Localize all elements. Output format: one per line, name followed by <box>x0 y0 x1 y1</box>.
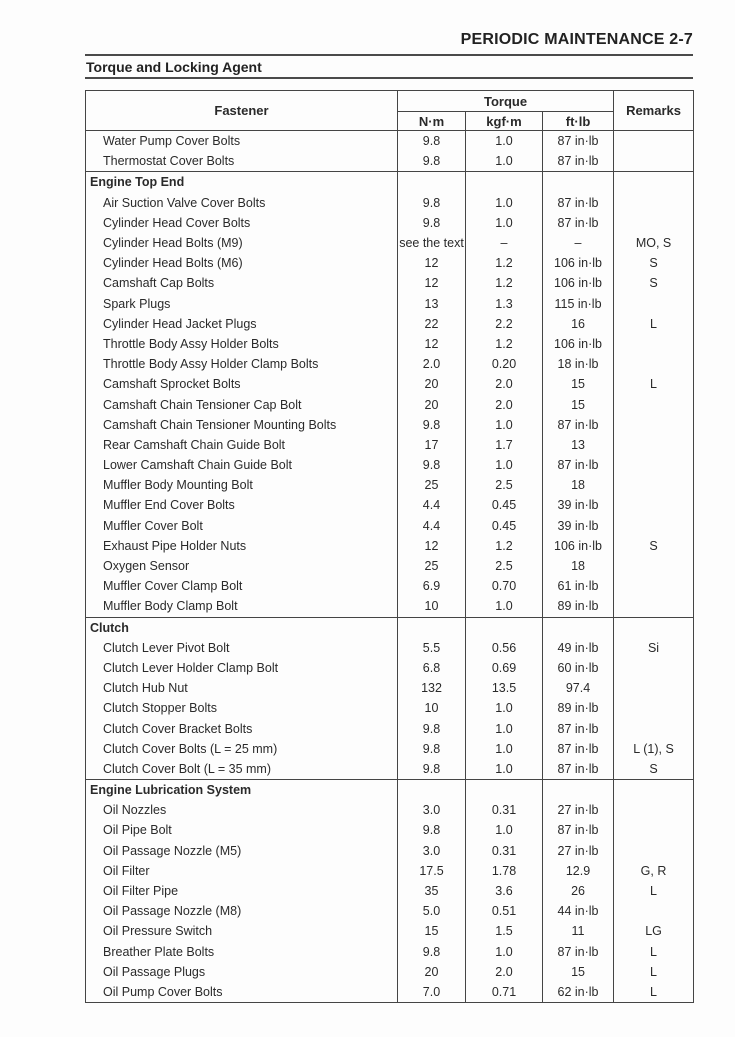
remarks-cell <box>614 556 694 576</box>
table-row <box>86 394 694 414</box>
remarks-cell <box>614 334 694 354</box>
ftlb-cell: 87 in·lb <box>543 739 614 759</box>
ftlb-cell: 87 in·lb <box>543 213 614 233</box>
fastener-cell: Clutch Hub Nut <box>86 678 398 698</box>
nm-cell: 35 <box>398 881 466 901</box>
kgfm-cell: 0.20 <box>466 354 543 374</box>
nm-cell: 9.8 <box>398 415 466 435</box>
fastener-cell: Oil Nozzles <box>86 800 398 820</box>
remarks-cell: S <box>614 536 694 556</box>
kgfm-cell: 1.5 <box>466 921 543 941</box>
table-row <box>86 861 694 881</box>
fastener-cell: Throttle Body Assy Holder Clamp Bolts <box>86 354 398 374</box>
section-row <box>86 617 694 638</box>
kgfm-cell: 13.5 <box>466 678 543 698</box>
table-row <box>86 881 694 901</box>
fastener-cell: Camshaft Chain Tensioner Cap Bolt <box>86 394 398 414</box>
table-row <box>86 759 694 780</box>
remarks-cell: MO, S <box>614 233 694 253</box>
nm-cell: 10 <box>398 698 466 718</box>
nm-cell: 25 <box>398 475 466 495</box>
ftlb-cell: 97.4 <box>543 678 614 698</box>
kgfm-cell <box>466 780 543 801</box>
fastener-cell: Oil Passage Nozzle (M5) <box>86 841 398 861</box>
nm-cell: 3.0 <box>398 841 466 861</box>
table-row <box>86 596 694 617</box>
nm-cell: 9.8 <box>398 718 466 738</box>
nm-cell: 13 <box>398 294 466 314</box>
nm-cell: 9.8 <box>398 151 466 172</box>
table-row <box>86 273 694 293</box>
remarks-cell <box>614 698 694 718</box>
fastener-cell: Engine Top End <box>86 172 398 193</box>
ftlb-cell: 44 in·lb <box>543 901 614 921</box>
fastener-cell: Muffler Body Clamp Bolt <box>86 596 398 617</box>
section-title: Torque and Locking Agent <box>86 59 262 75</box>
table-row <box>86 800 694 820</box>
kgfm-cell: 0.69 <box>466 658 543 678</box>
fastener-cell: Oil Pipe Bolt <box>86 820 398 840</box>
kgfm-cell: 0.31 <box>466 841 543 861</box>
fastener-cell: Cylinder Head Cover Bolts <box>86 213 398 233</box>
table-row <box>86 658 694 678</box>
table-row <box>86 314 694 334</box>
ftlb-cell: 15 <box>543 962 614 982</box>
nm-cell: 9.8 <box>398 213 466 233</box>
ftlb-cell: 26 <box>543 881 614 901</box>
nm-cell <box>398 780 466 801</box>
kgfm-unit-header: kgf·m <box>466 112 543 131</box>
table-header-row-1 <box>86 91 694 112</box>
fastener-cell: Oil Filter <box>86 861 398 881</box>
kgfm-cell: 1.0 <box>466 415 543 435</box>
kgfm-cell: 2.0 <box>466 374 543 394</box>
remarks-cell <box>614 516 694 536</box>
remarks-cell: G, R <box>614 861 694 881</box>
remarks-cell <box>614 415 694 435</box>
kgfm-cell: 1.0 <box>466 759 543 780</box>
remarks-cell <box>614 151 694 172</box>
kgfm-cell: 0.31 <box>466 800 543 820</box>
fastener-cell: Breather Plate Bolts <box>86 942 398 962</box>
nm-cell: see the text <box>398 233 466 253</box>
kgfm-cell: 1.78 <box>466 861 543 881</box>
kgfm-cell: 3.6 <box>466 881 543 901</box>
remarks-cell: S <box>614 759 694 780</box>
fastener-cell: Camshaft Cap Bolts <box>86 273 398 293</box>
table-row <box>86 354 694 374</box>
remarks-cell: L <box>614 314 694 334</box>
table-row <box>86 962 694 982</box>
kgfm-cell: 1.2 <box>466 273 543 293</box>
section-title-rule <box>85 77 693 79</box>
kgfm-cell: 1.2 <box>466 334 543 354</box>
table-row <box>86 151 694 172</box>
ftlb-cell: 89 in·lb <box>543 698 614 718</box>
fastener-cell: Oil Pump Cover Bolts <box>86 982 398 1003</box>
kgfm-cell: 1.0 <box>466 193 543 213</box>
fastener-cell: Cylinder Head Jacket Plugs <box>86 314 398 334</box>
nm-cell <box>398 617 466 638</box>
kgfm-cell: – <box>466 233 543 253</box>
nm-cell: 9.8 <box>398 455 466 475</box>
ftlb-cell: 13 <box>543 435 614 455</box>
fastener-cell: Muffler Cover Bolt <box>86 516 398 536</box>
fastener-cell: Camshaft Chain Tensioner Mounting Bolts <box>86 415 398 435</box>
ftlb-cell: 89 in·lb <box>543 596 614 617</box>
table-row <box>86 841 694 861</box>
nm-cell: 5.0 <box>398 901 466 921</box>
fastener-cell: Muffler Cover Clamp Bolt <box>86 576 398 596</box>
remarks-cell <box>614 901 694 921</box>
ftlb-cell: 87 in·lb <box>543 718 614 738</box>
table-row <box>86 253 694 273</box>
ftlb-cell: 39 in·lb <box>543 516 614 536</box>
ftlb-cell: 87 in·lb <box>543 942 614 962</box>
nm-cell: 4.4 <box>398 516 466 536</box>
table-row <box>86 495 694 515</box>
remarks-cell <box>614 718 694 738</box>
nm-cell: 20 <box>398 394 466 414</box>
fastener-cell: Throttle Body Assy Holder Bolts <box>86 334 398 354</box>
nm-cell: 25 <box>398 556 466 576</box>
fastener-cell: Cylinder Head Bolts (M9) <box>86 233 398 253</box>
remarks-cell: L <box>614 881 694 901</box>
nm-cell: 17.5 <box>398 861 466 881</box>
kgfm-cell: 1.0 <box>466 596 543 617</box>
torque-table-container <box>85 90 694 1003</box>
table-row <box>86 739 694 759</box>
remarks-cell: S <box>614 253 694 273</box>
fastener-cell: Clutch Lever Holder Clamp Bolt <box>86 658 398 678</box>
remarks-cell: Si <box>614 638 694 658</box>
ftlb-cell: 106 in·lb <box>543 536 614 556</box>
table-row <box>86 536 694 556</box>
ftlb-cell: 62 in·lb <box>543 982 614 1003</box>
kgfm-cell: 1.0 <box>466 455 543 475</box>
kgfm-cell: 1.2 <box>466 253 543 273</box>
remarks-cell <box>614 617 694 638</box>
remarks-cell <box>614 820 694 840</box>
fastener-cell: Clutch <box>86 617 398 638</box>
table-row <box>86 415 694 435</box>
kgfm-cell: 0.56 <box>466 638 543 658</box>
ftlb-cell: 18 <box>543 556 614 576</box>
nm-cell: 15 <box>398 921 466 941</box>
kgfm-cell: 0.71 <box>466 982 543 1003</box>
remarks-cell: LG <box>614 921 694 941</box>
fastener-cell: Oxygen Sensor <box>86 556 398 576</box>
fastener-cell: Engine Lubrication System <box>86 780 398 801</box>
nm-cell: 12 <box>398 273 466 293</box>
nm-cell: 9.8 <box>398 131 466 152</box>
table-row <box>86 374 694 394</box>
fastener-cell: Cylinder Head Bolts (M6) <box>86 253 398 273</box>
ftlb-cell: 87 in·lb <box>543 455 614 475</box>
nm-cell: 6.8 <box>398 658 466 678</box>
remarks-cell: L (1), S <box>614 739 694 759</box>
table-row <box>86 435 694 455</box>
table-row <box>86 213 694 233</box>
nm-cell: 12 <box>398 536 466 556</box>
table-row <box>86 942 694 962</box>
fastener-cell: Muffler Body Mounting Bolt <box>86 475 398 495</box>
ftlb-cell: 18 <box>543 475 614 495</box>
remarks-column-header: Remarks <box>614 91 694 131</box>
page-header-title: PERIODIC MAINTENANCE 2-7 <box>460 31 693 48</box>
nm-cell: 10 <box>398 596 466 617</box>
kgfm-cell: 1.0 <box>466 739 543 759</box>
kgfm-cell <box>466 617 543 638</box>
kgfm-cell: 2.2 <box>466 314 543 334</box>
kgfm-cell: 2.5 <box>466 475 543 495</box>
remarks-cell <box>614 576 694 596</box>
kgfm-cell: 2.5 <box>466 556 543 576</box>
torque-table <box>85 90 694 1003</box>
fastener-cell: Clutch Lever Pivot Bolt <box>86 638 398 658</box>
table-row <box>86 294 694 314</box>
nm-cell: 9.8 <box>398 193 466 213</box>
remarks-cell <box>614 294 694 314</box>
table-row <box>86 516 694 536</box>
ftlb-cell: 106 in·lb <box>543 253 614 273</box>
ftlb-unit-header: ft·lb <box>543 112 614 131</box>
kgfm-cell: 0.51 <box>466 901 543 921</box>
nm-cell: 2.0 <box>398 354 466 374</box>
remarks-cell: L <box>614 982 694 1003</box>
fastener-cell: Rear Camshaft Chain Guide Bolt <box>86 435 398 455</box>
ftlb-cell: – <box>543 233 614 253</box>
ftlb-cell: 87 in·lb <box>543 131 614 152</box>
fastener-cell: Exhaust Pipe Holder Nuts <box>86 536 398 556</box>
ftlb-cell: 49 in·lb <box>543 638 614 658</box>
ftlb-cell: 16 <box>543 314 614 334</box>
nm-cell: 22 <box>398 314 466 334</box>
kgfm-cell: 1.3 <box>466 294 543 314</box>
remarks-cell <box>614 172 694 193</box>
nm-cell: 4.4 <box>398 495 466 515</box>
header-rule <box>85 54 693 56</box>
ftlb-cell: 15 <box>543 374 614 394</box>
ftlb-cell: 12.9 <box>543 861 614 881</box>
remarks-cell: L <box>614 374 694 394</box>
table-row <box>86 193 694 213</box>
nm-cell: 132 <box>398 678 466 698</box>
ftlb-cell: 87 in·lb <box>543 193 614 213</box>
ftlb-cell: 87 in·lb <box>543 820 614 840</box>
fastener-column-header: Fastener <box>86 91 398 131</box>
ftlb-cell: 27 in·lb <box>543 841 614 861</box>
remarks-cell <box>614 780 694 801</box>
table-row <box>86 334 694 354</box>
kgfm-cell: 1.0 <box>466 718 543 738</box>
nm-cell: 5.5 <box>398 638 466 658</box>
fastener-cell: Oil Filter Pipe <box>86 881 398 901</box>
kgfm-cell: 0.45 <box>466 516 543 536</box>
remarks-cell: S <box>614 273 694 293</box>
kgfm-cell: 1.0 <box>466 151 543 172</box>
section-row <box>86 172 694 193</box>
fastener-cell: Clutch Cover Bracket Bolts <box>86 718 398 738</box>
ftlb-cell: 87 in·lb <box>543 151 614 172</box>
nm-cell: 3.0 <box>398 800 466 820</box>
fastener-cell: Oil Passage Plugs <box>86 962 398 982</box>
fastener-cell: Air Suction Valve Cover Bolts <box>86 193 398 213</box>
torque-group-header: Torque <box>398 91 614 112</box>
nm-cell: 12 <box>398 253 466 273</box>
fastener-cell: Spark Plugs <box>86 294 398 314</box>
ftlb-cell: 15 <box>543 394 614 414</box>
table-row <box>86 820 694 840</box>
kgfm-cell: 1.0 <box>466 131 543 152</box>
nm-unit-header: N·m <box>398 112 466 131</box>
remarks-cell <box>614 841 694 861</box>
kgfm-cell: 0.45 <box>466 495 543 515</box>
ftlb-cell <box>543 780 614 801</box>
kgfm-cell: 1.2 <box>466 536 543 556</box>
table-row <box>86 638 694 658</box>
ftlb-cell: 60 in·lb <box>543 658 614 678</box>
remarks-cell <box>614 394 694 414</box>
nm-cell: 9.8 <box>398 942 466 962</box>
fastener-cell: Clutch Stopper Bolts <box>86 698 398 718</box>
ftlb-cell: 27 in·lb <box>543 800 614 820</box>
kgfm-cell: 1.0 <box>466 820 543 840</box>
table-row <box>86 233 694 253</box>
ftlb-cell: 87 in·lb <box>543 759 614 780</box>
torque-table-body <box>86 131 694 1003</box>
ftlb-cell <box>543 172 614 193</box>
remarks-cell <box>614 596 694 617</box>
fastener-cell: Thermostat Cover Bolts <box>86 151 398 172</box>
nm-cell: 20 <box>398 374 466 394</box>
nm-cell: 12 <box>398 334 466 354</box>
fastener-cell: Oil Passage Nozzle (M8) <box>86 901 398 921</box>
fastener-cell: Lower Camshaft Chain Guide Bolt <box>86 455 398 475</box>
kgfm-cell: 0.70 <box>466 576 543 596</box>
table-row <box>86 678 694 698</box>
table-row <box>86 901 694 921</box>
table-row <box>86 718 694 738</box>
ftlb-cell: 106 in·lb <box>543 334 614 354</box>
ftlb-cell: 39 in·lb <box>543 495 614 515</box>
kgfm-cell: 1.7 <box>466 435 543 455</box>
table-row <box>86 576 694 596</box>
nm-cell: 9.8 <box>398 820 466 840</box>
fastener-cell: Clutch Cover Bolts (L = 25 mm) <box>86 739 398 759</box>
remarks-cell <box>614 455 694 475</box>
table-row <box>86 475 694 495</box>
remarks-cell: L <box>614 962 694 982</box>
table-row <box>86 921 694 941</box>
nm-cell: 20 <box>398 962 466 982</box>
remarks-cell <box>614 354 694 374</box>
kgfm-cell: 1.0 <box>466 213 543 233</box>
remarks-cell <box>614 193 694 213</box>
kgfm-cell <box>466 172 543 193</box>
nm-cell: 9.8 <box>398 759 466 780</box>
fastener-cell: Water Pump Cover Bolts <box>86 131 398 152</box>
nm-cell: 7.0 <box>398 982 466 1003</box>
ftlb-cell: 61 in·lb <box>543 576 614 596</box>
fastener-cell: Muffler End Cover Bolts <box>86 495 398 515</box>
nm-cell: 17 <box>398 435 466 455</box>
kgfm-cell: 1.0 <box>466 942 543 962</box>
ftlb-cell: 11 <box>543 921 614 941</box>
ftlb-cell: 106 in·lb <box>543 273 614 293</box>
nm-cell: 9.8 <box>398 739 466 759</box>
ftlb-cell: 87 in·lb <box>543 415 614 435</box>
fastener-cell: Camshaft Sprocket Bolts <box>86 374 398 394</box>
section-row <box>86 780 694 801</box>
ftlb-cell <box>543 617 614 638</box>
nm-cell <box>398 172 466 193</box>
remarks-cell <box>614 213 694 233</box>
table-row <box>86 698 694 718</box>
table-row <box>86 982 694 1003</box>
kgfm-cell: 2.0 <box>466 962 543 982</box>
remarks-cell <box>614 678 694 698</box>
remarks-cell <box>614 658 694 678</box>
kgfm-cell: 2.0 <box>466 394 543 414</box>
table-row <box>86 131 694 152</box>
fastener-cell: Oil Pressure Switch <box>86 921 398 941</box>
remarks-cell <box>614 495 694 515</box>
fastener-cell: Clutch Cover Bolt (L = 35 mm) <box>86 759 398 780</box>
remarks-cell <box>614 475 694 495</box>
ftlb-cell: 18 in·lb <box>543 354 614 374</box>
remarks-cell <box>614 435 694 455</box>
table-row <box>86 556 694 576</box>
kgfm-cell: 1.0 <box>466 698 543 718</box>
remarks-cell <box>614 131 694 152</box>
remarks-cell: L <box>614 942 694 962</box>
table-row <box>86 455 694 475</box>
ftlb-cell: 115 in·lb <box>543 294 614 314</box>
nm-cell: 6.9 <box>398 576 466 596</box>
remarks-cell <box>614 800 694 820</box>
